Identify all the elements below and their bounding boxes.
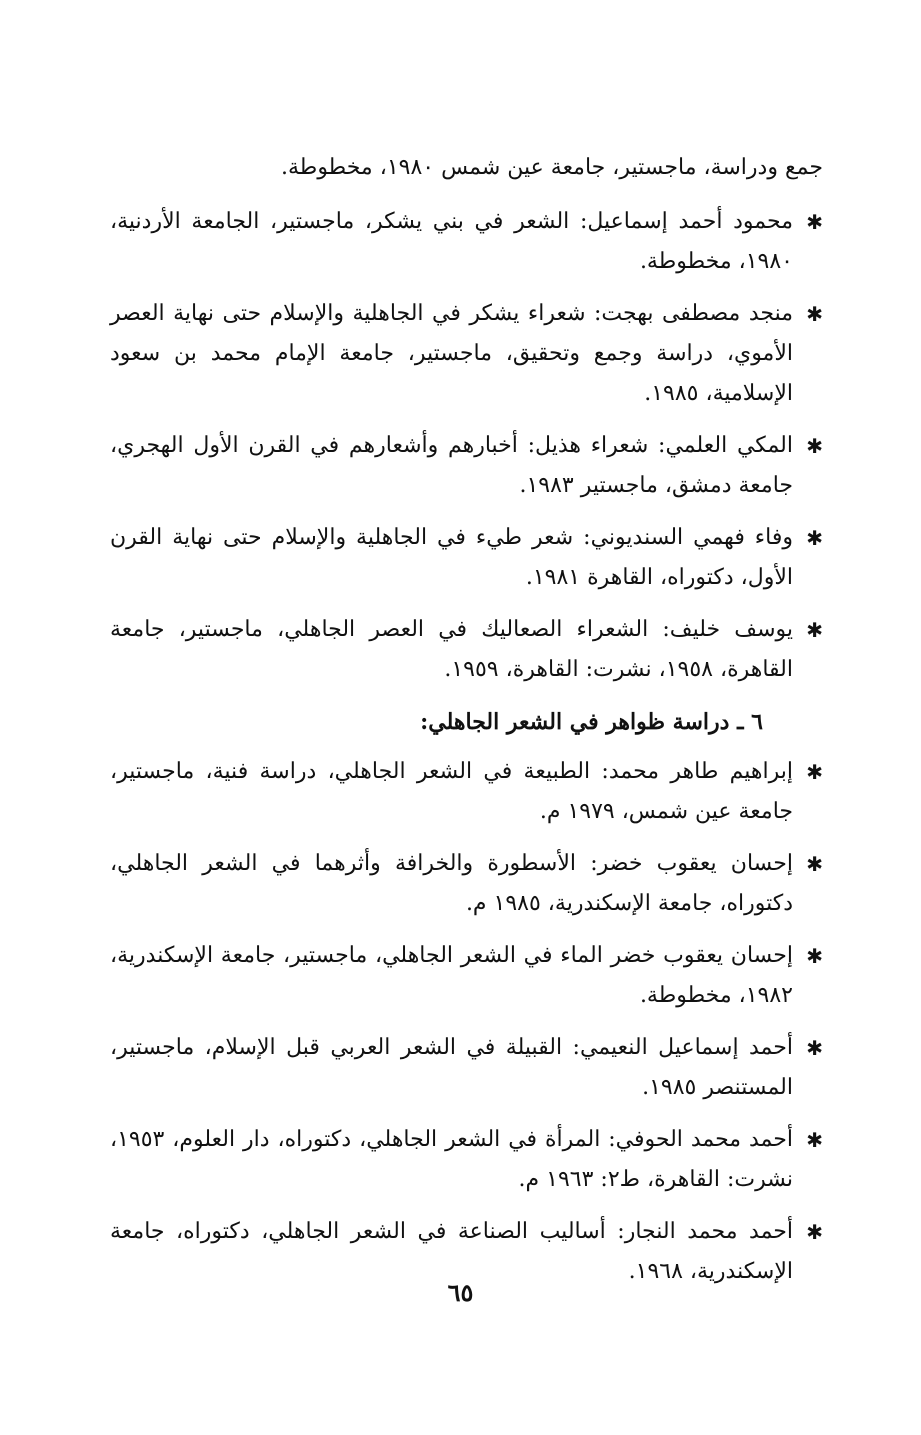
- list-item: [110, 1028, 823, 1108]
- entry-text: منجد مصطفى بهجت: شعراء يشكر في الجاهلية والإسلام حتى نهاية العصر الأموي، دراسة وجمع وتحقيق، ماجستير، جامعة الإمام محمد بن سعود الإسلامية، ١٩٨٥.: [110, 301, 793, 406]
- list-item: [110, 610, 823, 690]
- list-item: [110, 518, 823, 598]
- document-page: [110, 148, 823, 1304]
- entry-text: إحسان يعقوب خضر الماء في الشعر الجاهلي، ماجستير، جامعة الإسكندرية، ١٩٨٢، مخطوطة.: [110, 943, 793, 1008]
- asterisk-icon: ✱: [806, 302, 823, 326]
- entry-text: أحمد محمد النجار: أساليب الصناعة في الشعر الجاهلي، دكتوراه، جامعة الإسكندرية، ١٩٦٨.: [110, 1219, 793, 1284]
- list-item: [110, 294, 823, 414]
- entries-list-2: [110, 752, 823, 1292]
- page-number: ٦٥: [447, 1278, 474, 1307]
- asterisk-icon: ✱: [806, 852, 823, 876]
- asterisk-icon: ✱: [806, 618, 823, 642]
- entries-list-1: [110, 202, 823, 690]
- entry-text: وفاء فهمي السنديوني: شعر طيء في الجاهلية والإسلام حتى نهاية القرن الأول، دكتوراه، القاهرة ١٩٨١.: [110, 525, 793, 590]
- section-heading: ٦ ـ دراسة ظواهر في الشعر الجاهلي:: [420, 709, 763, 735]
- entry-text: إبراهيم طاهر محمد: الطبيعة في الشعر الجاهلي، دراسة فنية، ماجستير، جامعة عين شمس، ١٩٧٩ م.: [110, 759, 793, 824]
- list-item: [110, 936, 823, 1016]
- asterisk-icon: ✱: [806, 944, 823, 968]
- list-item: [110, 844, 823, 924]
- list-item: [110, 1120, 823, 1200]
- entry-text: أحمد محمد الحوفي: المرأة في الشعر الجاهلي، دكتوراه، دار العلوم، ١٩٥٣، نشرت: القاهرة، ط٢: ١٩٦٣ م.: [110, 1127, 793, 1192]
- entry-text: المكي العلمي: شعراء هذيل: أخبارهم وأشعارهم في القرن الأول الهجري، جامعة دمشق، ماجستير ١٩٨٣.: [110, 433, 793, 498]
- asterisk-icon: ✱: [806, 1220, 823, 1244]
- asterisk-icon: ✱: [806, 434, 823, 458]
- entry-text: إحسان يعقوب خضر: الأسطورة والخرافة وأثرهما في الشعر الجاهلي، دكتوراه، جامعة الإسكندرية، ١٩٨٥ م.: [110, 851, 793, 916]
- asterisk-icon: ✱: [806, 526, 823, 550]
- list-item: [110, 202, 823, 282]
- list-item: [110, 426, 823, 506]
- intro-line: جمع ودراسة، ماجستير، جامعة عين شمس ١٩٨٠، مخطوطة.: [281, 155, 823, 180]
- asterisk-icon: ✱: [806, 1128, 823, 1152]
- entry-text: أحمد إسماعيل النعيمي: القبيلة في الشعر العربي قبل الإسلام، ماجستير، المستنصر ١٩٨٥.: [110, 1035, 793, 1100]
- asterisk-icon: ✱: [806, 760, 823, 784]
- asterisk-icon: ✱: [806, 210, 823, 234]
- list-item: [110, 752, 823, 832]
- entry-text: محمود أحمد إسماعيل: الشعر في بني يشكر، ماجستير، الجامعة الأردنية، ١٩٨٠، مخطوطة.: [110, 209, 793, 274]
- asterisk-icon: ✱: [806, 1036, 823, 1060]
- entry-text: يوسف خليف: الشعراء الصعاليك في العصر الجاهلي، ماجستير، جامعة القاهرة، ١٩٥٨، نشرت: القاهرة، ١٩٥٩.: [110, 617, 793, 682]
